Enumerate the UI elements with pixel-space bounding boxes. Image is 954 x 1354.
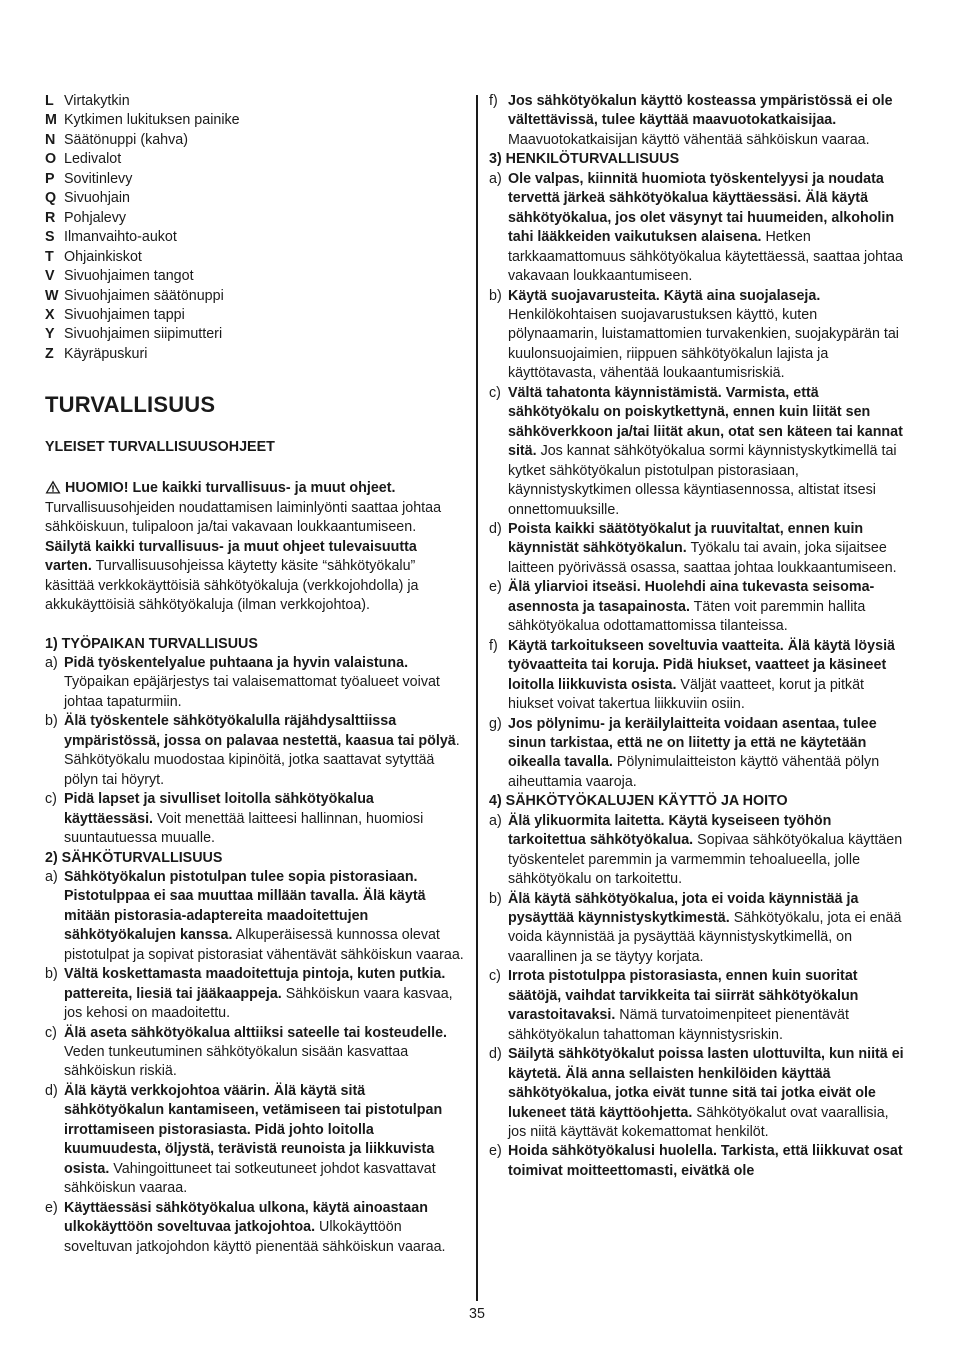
legend-text: Sivuohjaimen siipimutteri [64,326,223,343]
item-mark: f) [489,93,498,109]
section-heading: 1) TYÖPAIKAN TURVALLISUUS [45,635,258,652]
item-normal: Vahingoittuneet tai sotkeutuneet johdot kasvattavat sähköiskun vaaraa. [64,1160,436,1197]
item-text [508,1045,909,1142]
legend-item [45,111,465,130]
item-text [508,715,909,793]
legend-item [45,345,465,364]
legend-text: Ledivalot [64,151,122,168]
item-normal: Nämä turvatoimenpiteet pienentävät sähkötyökalun tahattoman käynnistysriskin. [508,1007,849,1043]
safety-item [45,1199,465,1257]
safety-item [45,868,465,965]
safety-item [489,812,909,890]
item-bold: Pidä työskentelyalue puhtaana ja hyvin valaistuna. [64,654,409,671]
legend-item [45,306,465,325]
legend-letter: L [45,93,54,109]
item-bold: Älä yliarvioi itseäsi. Huolehdi aina tukevasta seisoma-asennosta ja tasapainosta. [508,579,875,615]
item-bold: Jos sähkötyökalun käyttö kosteassa ympäristössä ei ole vältettävissä, tulee käyttää maavuotokatkaisijaa. [508,93,893,129]
safety-item [45,965,465,1023]
item-text [508,520,909,578]
warning-bold-2: Säilytä kaikki turvallisuus- ja muut ohjeet tulevaisuutta varten. [45,538,417,575]
safety-item [489,967,909,1045]
legend-text: Säätönuppi (kahva) [64,131,188,148]
legend-letter: V [45,268,55,285]
warning-text-1: Turvallisuusohjeiden noudattamisen laiminlyönti saattaa johtaa sähköiskuun, tulipaloon ja/tai vakavaan loukkaantumiseen. [45,499,442,536]
item-normal: Maavuotokatkaisijan käyttö vähentää sähköiskun vaaraa. [508,131,870,148]
legend-text: Sivuohjaimen tappi [64,306,185,323]
page-number: 35 [469,1306,485,1322]
item-normal: Pölynimulaitteiston käyttö vähentää pölyn aiheuttamia vaaroja. [508,754,880,790]
safety-item [45,790,465,848]
legend-text: Ilmanvaihto-aukot [64,229,177,246]
legend-letter: Z [45,345,54,362]
item-bold: Älä työskentele sähkötyökalulla räjähdysalttiissa ympäristössä, jossa on palavaa nestettä, kaasua tai pölyä [64,713,456,749]
safety-item [489,637,909,715]
left-column [45,92,465,1257]
item-bold: Käytä suojavarusteita. Käytä aina suojalaseja. [508,287,821,304]
legend-item [45,170,465,189]
item-mark: a) [489,812,502,829]
safety-item [489,1045,909,1142]
item-mark: c) [489,384,501,401]
item-bold: Irrota pistotulppa pistorasiasta, ennen kuin suoritat säätöjä, vaihdat tarvikkeita tai siirrät sähkötyökalun varastoitavaksi. [508,968,859,1024]
legend-text: Käyräpuskuri [64,345,148,362]
legend-text: Sivuohjaimen tangot [64,268,194,285]
item-normal: Ulkokäyttöön soveltuvan jatkojohdon käyttö pienentää sähköiskun vaaraa. [64,1219,446,1255]
warning-text-2: Turvallisuusohjeissa käytetty käsite “sähkötyökalu” käsittää verkkokäyttöisiä sähkötyökaluja (verkkojohdolla) ja akkukäyttöisiä sähkötyökaluja (ilman verkkojohtoa). [45,558,419,614]
item-text [64,868,465,965]
item-normal: Sopivaa sähkötyökalua käyttäen työskentelet paremmin ja varmemmin tehoalueella, jolle sähkötyökalu on tarkoitettu. [508,832,903,888]
safety-item [489,287,909,384]
item-text [508,890,909,968]
safety-item [489,520,909,578]
legend-letter: M [45,112,57,129]
item-normal: Väljät vaatteet, korut ja pitkät hiukset voivat takertua liikkuviin osiin. [508,676,865,713]
item-mark: b) [489,890,502,907]
legend-text: Sivuohjaimen säätönuppi [64,287,224,304]
warning-triangle-icon [45,480,61,494]
item-bold: Käytä tarkoitukseen soveltuvia vaatteita. Älä käytä löysiä työvaatteita tai koruja. Pidä hiukset, vaatteet ja käsineet loitolla liikkuvista osista. [508,637,895,693]
safety-item [45,1024,465,1082]
item-bold: Vältä tahatonta käynnistämistä. Varmista, että sähkötyökalu on poiskytkettynä, ennen kuin liität sen sähköverkkoon ja/tai liität akun, otat sen käteen tai kannat sitä. [508,384,903,460]
item-bold: Ole valpas, kiinnitä huomiota työskentelyysi ja noudata tervettä järkeä sähkötyökalua käyttäessäsi. Älä käytä sähkötyökalua, jos olet väsynyt tai huumeiden, alkoholin tahi lääkkeiden vaikutuksen alaisena. [508,170,895,246]
subsection-title: YLEISET TURVALLISUUSOHJEET [45,439,275,456]
item-mark: b) [45,966,58,983]
item-bold: Poista kaikki säätötyökalut ja ruuvitaltat, ennen kuin käynnistät sähkötyökalun. [508,520,864,557]
item-bold: Älä aseta sähkötyökalua alttiiksi sateelle tai kosteudelle. [64,1024,448,1041]
item-mark: d) [489,520,502,537]
item-bold: Pidä lapset ja sivulliset loitolla sähkötyökalua käyttäessäsi. [64,791,374,827]
legend-item [45,248,465,267]
safety-item [489,578,909,636]
legend-letter: Y [45,326,55,343]
item-mark: f) [489,637,498,654]
item-normal: Sähkötyökalut ovat vaarallisia, jos niitä käyttävät kokemattomat henkilöt. [508,1104,889,1141]
column-divider [476,95,478,1301]
left-sections [45,635,465,1258]
legend-item [45,189,465,208]
safety-item [489,384,909,520]
legend-letter: X [45,306,55,323]
item-mark: e) [489,1143,502,1160]
item-mark: e) [45,1199,58,1216]
section-heading: 3) HENKILÖTURVALLISUUS [489,151,680,168]
safety-item [45,712,465,790]
item-normal: . Sähkötyökalu muodostaa kipinöitä, jotka saattavat sytyttää pölyn tai höyryt. [64,732,460,788]
item-mark: d) [489,1046,502,1063]
item-text [508,578,909,636]
legend-item [45,228,465,247]
item-bold: Säilytä sähkötyökalut poissa lasten ulottuvilta, kun niitä ei käytetä. Älä anna sellaisten henkilöiden käyttää sähkötyökalua, jotka eivät tunne sitä tai jotka eivät ole lukeneet tätä käyttöohjetta. [508,1046,904,1121]
legend-letter: W [45,287,59,304]
legend-letter: N [45,131,56,148]
component-legend [45,92,465,364]
warning-bold-1: HUOMIO! Lue kaikki turvallisuus- ja muut ohjeet. [65,480,396,497]
legend-letter: T [45,248,54,265]
item-text [508,287,909,384]
item-mark: d) [45,1082,58,1099]
item-mark: c) [45,791,57,808]
legend-letter: S [45,229,55,246]
safety-item [489,890,909,968]
item-text [508,1142,909,1181]
legend-letter: Q [45,190,57,207]
item-normal: Täten voit paremmin hallita sähkötyökalua odottamattomissa tilanteissa. [508,598,866,635]
legend-text: Pohjalevy [64,209,126,226]
right-column [489,92,909,1181]
legend-item [45,267,465,286]
item-mark: b) [489,287,502,304]
item-bold: Älä ylikuormita laitetta. Käytä kyseiseen työhön tarkoitettua sähkötyökalua. [508,812,832,849]
legend-text: Sivuohjain [64,190,130,207]
item-normal: Työpaikan epäjärjestys tai valaisemattomat työalueet voivat johtaa tapaturmiin. [64,674,440,710]
item-bold: Sähkötyökalun pistotulpan tulee sopia pistorasiaan. Pistotulppaa ei saa muuttaa millään tavalla. Älä käytä mitään pistorasia-adaptereita maadoitettujen sähkötyökalujen kanssa. [64,868,426,944]
legend-item [45,287,465,306]
safety-item [489,170,909,287]
item-text [64,654,465,712]
legend-letter: R [45,209,56,226]
item-mark: a) [489,170,502,187]
item-mark: a) [45,868,58,885]
warning-paragraph [45,479,465,615]
legend-item [45,325,465,344]
item-normal: Työkalu tai avain, joka sijaitsee laitteen pyörivässä osassa, saattaa johtaa loukkaantumiseen. [508,540,897,576]
item-mark: c) [489,968,501,985]
section-title: TURVALLISUUS [45,392,216,418]
item-normal: Hetken tarkkaamattomuus sähkötyökalua käytettäessä, saattaa johtaa vakavaan loukkaantumiseen. [508,229,903,285]
safety-item [489,1142,909,1181]
item-normal: Henkilökohtaisen suojavarustuksen käyttö, kuten pölynaamarin, luistamattomien turvakenkien, suojakypärän tai kuulonsuojaimien, riippuen sähkötyökalun lajista ja käyttötavasta, vähentää loukaantumisriskiä. [508,306,899,382]
item-mark: a) [45,654,58,671]
item-mark: b) [45,713,58,730]
item-text [64,1082,465,1199]
section-heading: 4) SÄHKÖTYÖKALUJEN KÄYTTÖ JA HOITO [489,793,788,810]
item-normal: Alkuperäisessä kunnossa olevat pistotulpat ja sopivat pistorasiat vähentävät sähköiskun vaaraa. [64,927,464,963]
safety-item [489,715,909,793]
safety-item [45,1082,465,1199]
legend-letter: P [45,170,55,187]
item-text [64,1024,465,1082]
legend-text: Ohjainkiskot [64,248,142,265]
item-bold: Vältä koskettamasta maadoitettuja pintoja, kuten putkia. pattereita, liesiä tai jääkaappeja. [64,966,446,1002]
item-normal: Veden tunkeutuminen sähkötyökalun sisään kasvattaa sähköiskun riskiä. [64,1044,409,1080]
legend-text: Virtakytkin [64,93,130,109]
item-text [508,92,909,150]
item-text [64,1199,465,1257]
right-sections [489,150,909,1181]
item-bold: Älä käytä verkkojohtoa väärin. Älä käytä sitä sähkötyökalun kantamiseen, vetämiseen tai pistotulpan irrottamiseen pistorasiasta. Pidä johto loitolla kuumuudesta, öljystä, terävistä reunoista ja liikkuvista osista. [64,1082,443,1177]
item-normal: Sähkötyökalu, jota ei enää voida käynnistää ja pysäyttää käynnistyskytkimellä, on vaarallinen ja se täytyy korjata. [508,910,902,965]
section-heading: 2) SÄHKÖTURVALLISUUS [45,849,223,866]
item-bold: Jos pölynimu- ja keräilylaitteita voidaan asentaa, tulee sinun tarkistaa, että ne on liitetty ja että ne käytetään oikealla tavalla. [508,715,877,771]
item-normal: Sähköiskun vaara kasvaa, jos kehosi on maadoitettu. [64,985,453,1022]
item-text [64,712,465,790]
item-mark: e) [489,579,502,596]
item-text [508,170,909,287]
item-text [508,812,909,890]
item-text [508,967,909,1045]
item-mark: c) [45,1024,57,1041]
legend-item [45,209,465,228]
item-mark: g) [489,715,502,732]
item-text [64,965,465,1023]
legend-item [45,131,465,150]
safety-item [45,654,465,712]
legend-letter: O [45,151,57,168]
legend-item [45,150,465,169]
item-bold: Hoida sähkötyökalusi huolella. Tarkista, että liikkuvat osat toimivat moitteettomasti, eivätkä ole [508,1143,903,1179]
item-bold: Käyttäessäsi sähkötyökalua ulkona, käytä ainoastaan ulkokäyttöön soveltuvaa jatkojohtoa. [64,1199,428,1236]
item-normal: Voit menettää laitteesi hallinnan, huomiosi suuntautuessa muualle. [64,810,424,847]
electrical-item-f [489,92,909,150]
item-text [508,384,909,520]
item-normal: Jos kannat sähkötyökalua sormi käynnistyskytkimellä tai kytket sähkötyökalun pistotulpan pistorasiaan, käynnistyskytkimen ollessa käyntiasennossa, altistat itsesi onnettomuuksille. [508,443,897,518]
item-text [508,637,909,715]
item-bold: Älä käytä sähkötyökalua, jota ei voida käynnistää ja pysäyttää käynnistyskytkimestä. [508,890,859,927]
item-text [64,790,465,848]
legend-item [45,92,465,111]
legend-text: Sovitinlevy [64,170,133,187]
legend-text: Kytkimen lukituksen painike [64,112,240,129]
